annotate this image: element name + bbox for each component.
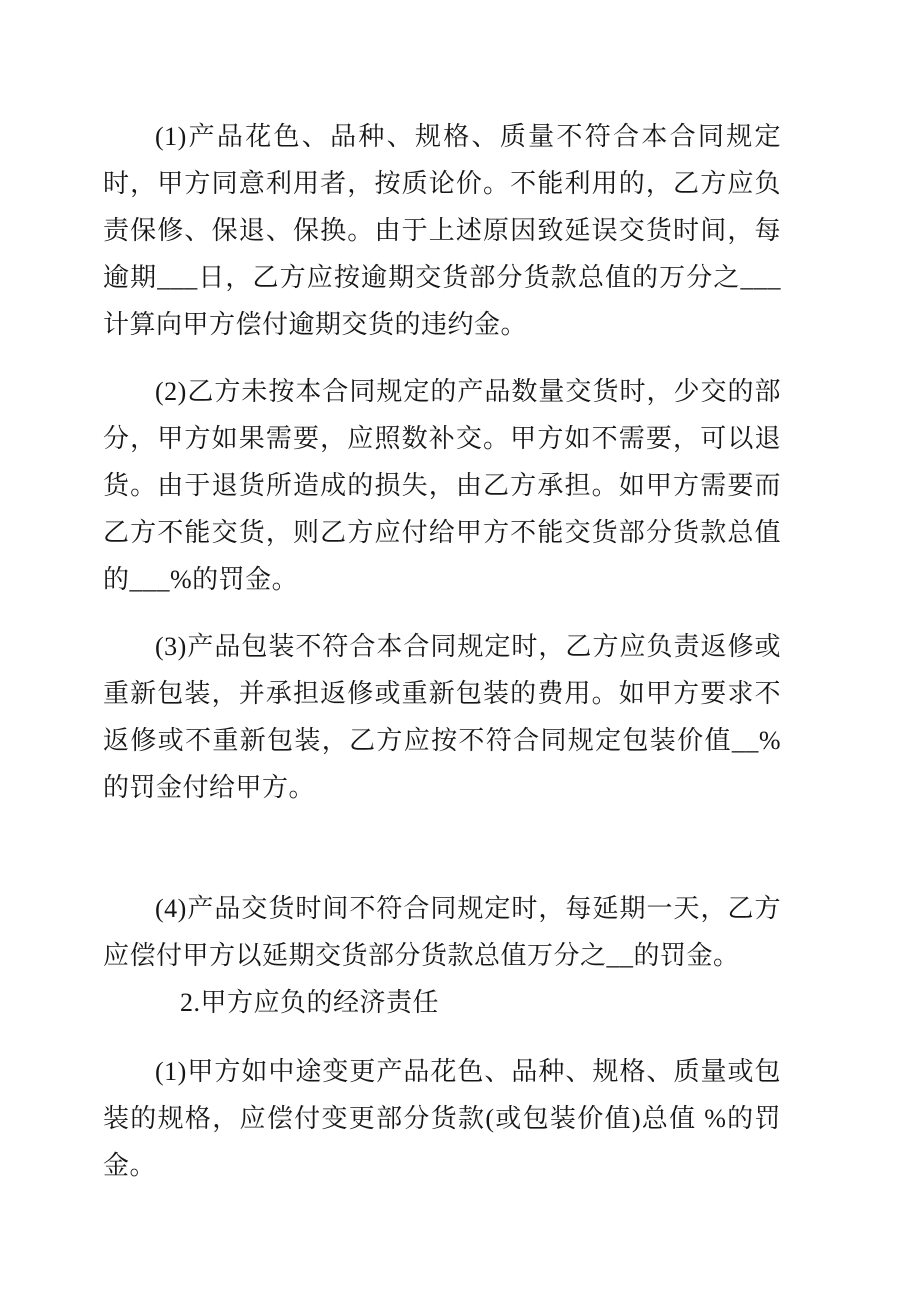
clause-3-packaging: (3)产品包装不符合本合同规定时，乙方应负责返修或重新包装，并承担返修或重新包装的费用。如甲方要求不返修或不重新包装，乙方应按不符合同规定包装价值__%的罚金付给甲方。 — [103, 632, 781, 802]
clause-2-delivery-quantity: (2)乙方未按本合同规定的产品数量交货时，少交的部分，甲方如果需要，应照数补交。甲方如不需要，可以退货。由于退货所造成的损失，由乙方承担。如甲方需要而乙方不能交货，则乙方应付给甲方不能交货部分货款总值的___%的罚金。 — [103, 377, 781, 594]
clause-a1-spec-change: (1)甲方如中途变更产品花色、品种、规格、质量或包装的规格，应偿付变更部分货款(或包装价值)总值 %的罚金。 — [103, 1057, 781, 1180]
party-a-liability-heading: 2.甲方应负的经济责任 — [180, 988, 440, 1017]
clause-1-product-quality: (1)产品花色、品种、规格、质量不符合本合同规定时，甲方同意利用者，按质论价。不能利用的，乙方应负责保修、保退、保换。由于上述原因致延误交货时间，每逾期___日，乙方应按逾期交货部分货款总值的万分之___计算向甲方偿付逾期交货的违约金。 — [103, 122, 781, 339]
section-party-b-liabilities — [103, 113, 781, 979]
clause-4-delivery-time: (4)产品交货时间不符合同规定时，每延期一天，乙方应偿付甲方以延期交货部分货款总值万分之__的罚金。 — [103, 894, 781, 970]
section-party-a-liabilities — [103, 979, 781, 1189]
